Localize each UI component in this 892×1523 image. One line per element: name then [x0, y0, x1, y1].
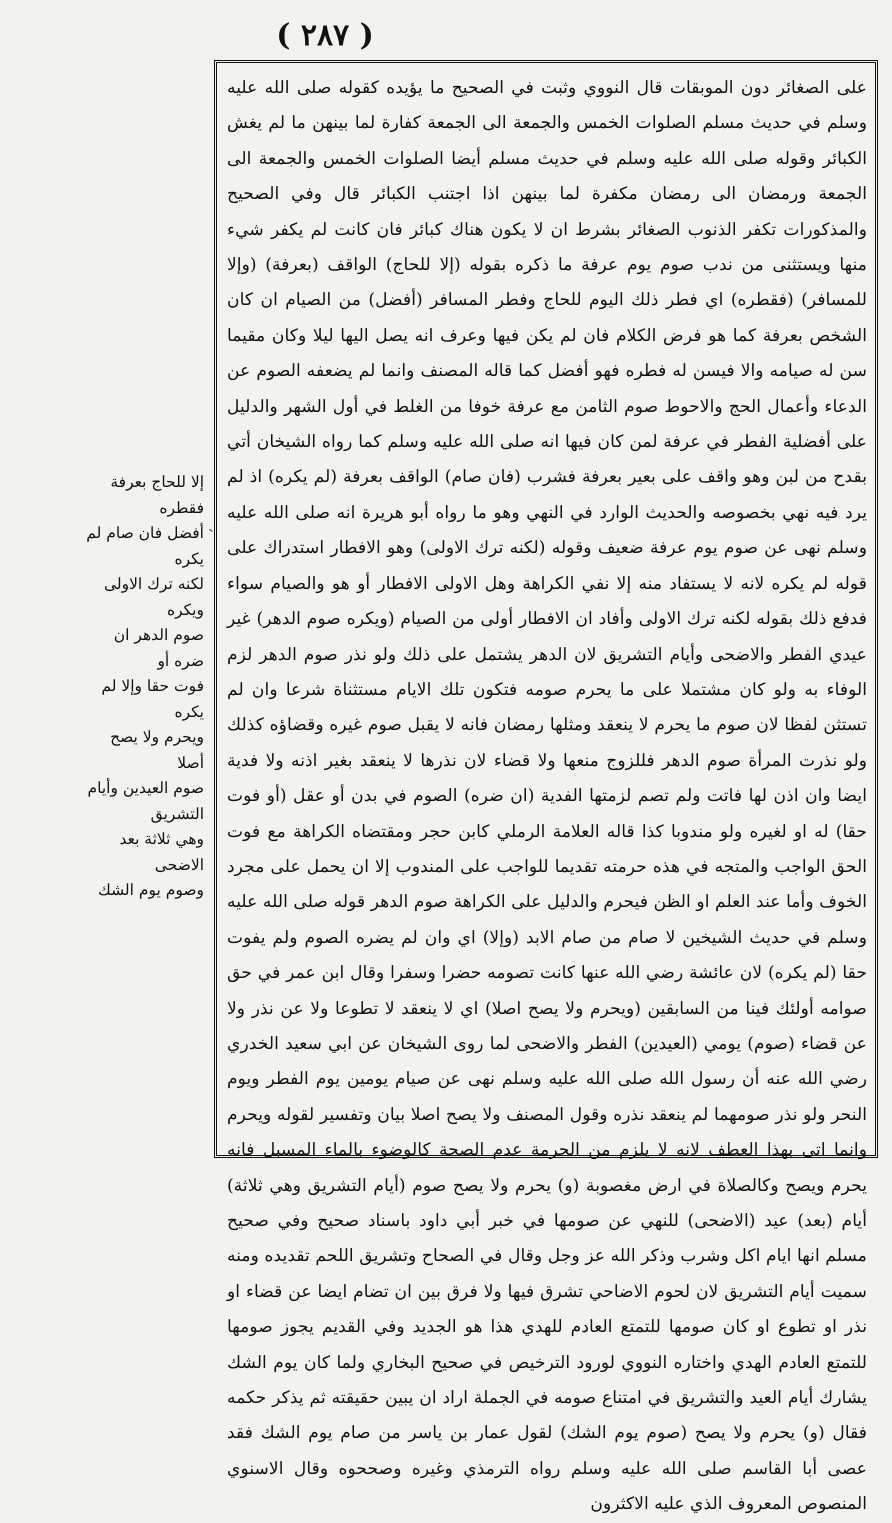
margin-line: صوم العيدين وأيام التشريق — [87, 779, 204, 823]
margin-note — [86, 470, 204, 904]
main-text-body — [227, 71, 868, 1515]
margin-line: صوم الدهر ان ضره أو — [113, 626, 204, 670]
margin-line: أفضل فان صام لم يكره — [86, 524, 204, 568]
margin-line: إلا للحاج بعرفة فقطره — [110, 473, 204, 517]
margin-line: وهي ثلاثة بعد الاضحى — [119, 830, 204, 874]
margin-line: لكنه ترك الاولى ويكره — [103, 575, 204, 619]
main-paragraph: على الصغائر دون الموبقات قال النووي وثبت في الصحيح ما يؤيده كقوله صلى الله عليه وسلم في حديث مسلم الصلوات الخمس والجمعة الى الجمعة كفارة لما بينهن ما لم يغش الكبائر وقوله صلى الله عليه وسلم في حديث مسلم أيضا الصلوات الخمس والجمعة الى الجمعة ورمضان الى رمضان مكفرة لما بينهن اذا اجتنب الكبائر قال وفي الصحيح والمذكورات تكفر الذنوب الصغائر بشرط ان لا يكون هناك كبائر فان كانت لم يكفر شيء منها ويستثنى من ندب صوم يوم عرفة ما ذكره بقوله (إلا للحاج) الواقف (بعرفة) (وإلا للمسافر) (فقطره) اي فطر ذلك اليوم للحاج وفطر المسافر (أفضل) من الصيام ان كان الشخص بعرفة كما هو فرض الكلام فان لم يكن فيها وعرف انه يصل اليها ليلا وكان مقيما سن له صيامه والا فيسن له فطره فهو أفضل كما قاله المصنف وانما لم يضعفه الصوم عن الدعاء وأعمال الحج والاحوط صوم الثامن مع عرفة خوفا من الغلط في أول الشهر والدليل على أفضلية الفطر في عرفة لمن كان فيها انه صلى الله عليه وسلم كما رواه الشيخان أتي بقدح من لبن وهو واقف على بعير بعرفة فشرب (فان صام) الواقف بعرفة (لم يكره) اذ لم يرد فيه نهي بخصوصه والحديث الوارد في النهي وهو ما رواه أبو هريرة انه صلى الله عليه وسلم نهى عن صوم يوم عرفة ضعيف وقوله (لكنه ترك الاولى) وهو الافطار استدراك على قوله لم يكره لانه لا يستفاد منه إلا نفي الكراهة وهل الاولى الافطار أو هو والصيام سواء فدفع ذلك بقوله لكنه ترك الاولى وأفاد ان الافطار أولى من الصيام (ويكره صوم الدهر) غير عيدي الفطر والاضحى وأيام التشريق لان الدهر يشتمل على ذلك ولو نذر صوم الدهر لزم الوفاء به ولو كان مشتملا على ما يحرم صومه فتكون تلك الايام مستثناة شرعا وان لم تستثن لفظا لان صوم ما يحرم لا ينعقد ومثلها رمضان فانه لا يقبل صوم غيره وقضاؤه كذلك ولو نذرت المرأة صوم الدهر فللزوج منعها ولا قضاء لان نذرها لا ينعقد بغير اذنه ولا فدية ايضا وان اذن لها فاتت ولم تصم لزمتها الفدية (ان ضره) الصوم في بدن أو عقل (أو فوت حقا) له او لغيره ولو مندوبا كذا قاله العلامة الرملي كابن حجر ومقتضاه الكراهة مع فوت الحق الواجب والمتجه في هذه حرمته تقديما للواجب على المندوب إلا ان يحمل على مجرد الخوف وأما عند العلم او الظن فيحرم والدليل على الكراهة صوم الدهر قوله صلى الله عليه وسلم في حديث الشيخين لا صام من صام الابد (وإلا) اي وان لم يضره الصوم ولم يفوت حقا (لم يكره) لان عائشة رضي الله عنها كانت تصومه حضرا وسفرا وقال ابن عمر في حق صوامه أولئك فينا من السابقين (ويحرم ولا يصح اصلا) اي لا ينعقد لا تطوعا ولا عن نذر ولا عن قضاء (صوم) يومي (العيدين) الفطر والاضحى لما روى الشيخان عن ابي سعيد الخدري رضي الله عنه أن رسول الله صلى الله عليه وسلم نهى عن صيام يومين يوم الفطر ويوم النحر ولو نذر صومهما لم ينعقد نذره وقول المصنف ولا يصح اصلا بيان وتفسير لقوله ويحرم وانما اتى بهذا العطف لانه لا يلزم من الحرمة عدم الصحة كالوضوء بالماء المسبل فانه يحرم ويصح وكالصلاة في ارض مغصوبة (و) يحرم ولا يصح صوم (أيام التشريق وهي ثلاثة) أيام (بعد) عيد (الاضحى) للنهي عن صومها في خبر أبي داود باسناد صحيح وفي صحيح مسلم انها ايام اكل وشرب وذكر الله عز وجل وقال في الصحاح وتشريق اللحم تقديده ومنه سميت أيام التشريق لان لحوم الاضاحي تشرق فيها ولا فرق بين ان تضام ايضا عن قضاء او نذر او تطوع او كان صومها للتمتع العادم للهدي هذا هو الجديد وفي القديم يجوز صومها للتمتع العادم الهدي واختاره النووي لورود الترخيص في صحيح البخاري ولما كان يوم الشك يشارك أيام العيد والتشريق في امتناع صومه في الجملة اراد ان يبين حقيقته ثم يذكر حكمه فقال (و) يحرم ولا يصح (صوم يوم الشك) لقول عمار بن ياسر من صام يوم الشك فقد عصى أبا القاسم صلى الله عليه وسلم رواه الترمذي وغيره وصححوه وقال الاسنوي المنصوص المعروف الذي عليه الاكثرون — [227, 78, 868, 1515]
margin-line: ويحرم ولا يصح أصلا — [110, 728, 204, 772]
page-number: ( ٢٨٧ ) — [276, 18, 374, 53]
margin-tick-mark: ˎ — [208, 512, 214, 533]
main-text-frame — [214, 60, 878, 1515]
margin-line: فوت حقا وإلا لم يكره — [101, 677, 204, 721]
margin-line: وصوم يوم الشك — [98, 881, 204, 899]
